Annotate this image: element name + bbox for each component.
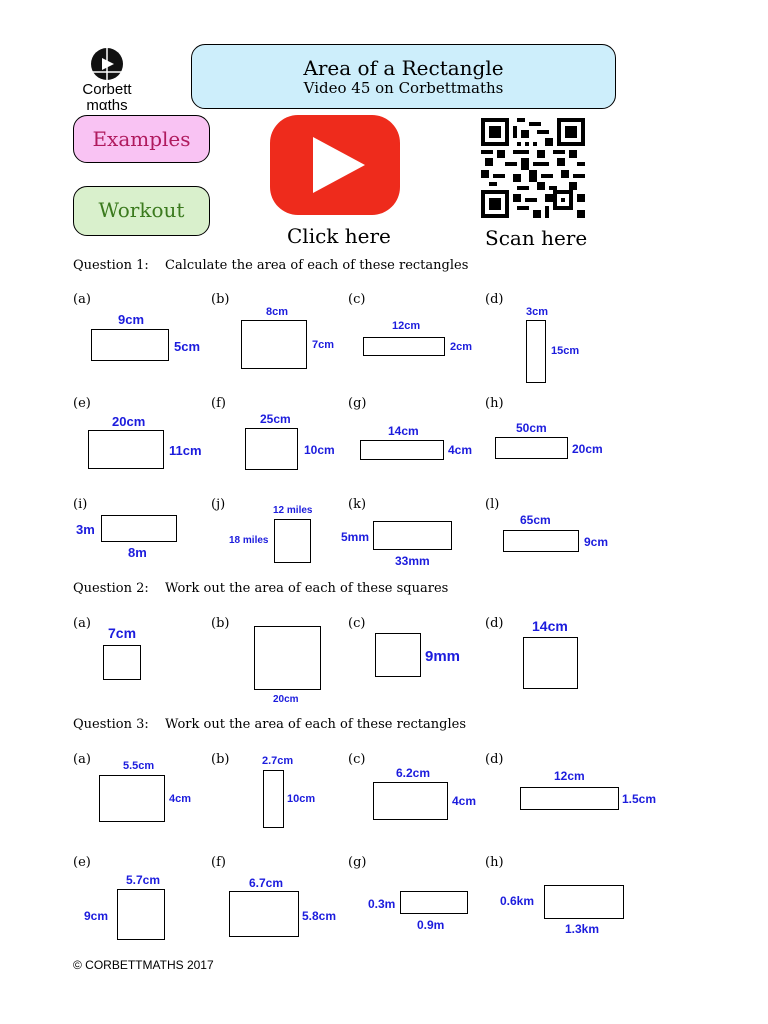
question-1-number: Question 1: (73, 258, 149, 273)
q2-item-label: (c) (348, 616, 366, 631)
q3g-rectangle (400, 891, 468, 914)
question-3-number: Question 3: (73, 717, 149, 732)
q1e-height: 11cm (169, 443, 202, 458)
q1j-height: 18 miles (229, 535, 269, 546)
logo-text-line2: mαths (86, 97, 128, 114)
q1-item-label: (b) (211, 292, 230, 307)
q1-item-label: (i) (73, 497, 88, 512)
q1l-height: 9cm (584, 535, 609, 549)
q2d-side: 14cm (532, 618, 568, 634)
page-subtitle: Video 45 on Corbettmaths (303, 79, 504, 97)
q3a-width: 5.5cm (123, 760, 155, 772)
youtube-play-button[interactable] (270, 115, 400, 215)
q3d-width: 12cm (554, 769, 585, 783)
q1-item-label: (c) (348, 292, 366, 307)
q1i-width: 8m (128, 545, 147, 560)
q1b-rectangle (241, 320, 307, 369)
q1d-width: 3cm (526, 306, 549, 318)
q3-item-label: (h) (485, 855, 504, 870)
play-icon (270, 115, 400, 215)
page-title: Area of a Rectangle (303, 56, 504, 80)
q3h-rectangle (544, 885, 624, 919)
question-2-number: Question 2: (73, 581, 149, 596)
q1h-rectangle (495, 437, 568, 459)
q1l-width: 65cm (520, 513, 551, 527)
q3c-height: 4cm (452, 794, 477, 808)
examples-button[interactable]: Examples (73, 115, 210, 163)
q3a-height: 4cm (169, 793, 192, 805)
q1h-height: 20cm (572, 442, 603, 456)
q3f-width: 6.7cm (249, 876, 284, 890)
question-1-instruction: Calculate the area of each of these rectangles (165, 258, 469, 273)
q1j-width: 12 miles (273, 505, 313, 516)
q3d-height: 1.5cm (622, 792, 657, 806)
q3f-rectangle (229, 891, 299, 937)
q1b-width: 8cm (266, 306, 289, 318)
q1c-width: 12cm (392, 320, 421, 332)
q3e-rectangle (117, 889, 165, 940)
q3-item-label: (f) (211, 855, 226, 870)
q2-item-label: (a) (73, 616, 91, 631)
q1d-rectangle (526, 320, 546, 383)
q3a-rectangle (99, 775, 165, 822)
q2b-square (254, 626, 321, 690)
q1f-rectangle (245, 428, 298, 470)
q1-item-label: (a) (73, 292, 91, 307)
q1k-rectangle (373, 521, 452, 550)
scan-here-label: Scan here (485, 226, 588, 250)
q1-item-label: (l) (485, 497, 500, 512)
q1d-height: 15cm (551, 345, 580, 357)
q2d-square (523, 637, 578, 689)
q1-item-label: (j) (211, 497, 226, 512)
workout-button[interactable]: Workout (73, 186, 210, 236)
q1i-rectangle (101, 515, 177, 542)
q1c-rectangle (363, 337, 445, 356)
q3h-height: 0.6km (500, 894, 535, 908)
q1a-height: 5cm (174, 339, 201, 354)
q2c-side: 9mm (425, 648, 461, 665)
q2b-side: 20cm (273, 694, 299, 705)
q3-item-label: (b) (211, 752, 230, 767)
title-box (191, 44, 616, 109)
q1f-height: 10cm (304, 443, 335, 457)
q3f-height: 5.8cm (302, 909, 337, 923)
q3e-height: 9cm (84, 909, 109, 923)
q1-item-label: (f) (211, 396, 226, 411)
q1e-width: 20cm (112, 414, 146, 429)
copyright-footer: © CORBETTMATHS 2017 (73, 958, 214, 972)
q1h-width: 50cm (516, 421, 547, 435)
q3-item-label: (d) (485, 752, 504, 767)
q1k-width: 33mm (395, 554, 430, 568)
q1g-width: 14cm (388, 424, 419, 438)
q3b-rectangle (263, 770, 284, 828)
question-2-instruction: Work out the area of each of these squares (165, 581, 449, 596)
q1k-height: 5mm (341, 530, 370, 544)
q1-item-label: (d) (485, 292, 504, 307)
logo-text-line1: Corbett (82, 81, 132, 98)
q3b-width: 2.7cm (262, 755, 294, 767)
q1-item-label: (g) (348, 396, 367, 411)
q1l-rectangle (503, 530, 579, 552)
q1j-rectangle (274, 519, 311, 563)
logo-icon (76, 46, 138, 82)
q1c-height: 2cm (450, 341, 473, 353)
q3h-width: 1.3km (565, 922, 600, 936)
q1g-height: 4cm (448, 443, 473, 457)
q3c-rectangle (373, 782, 448, 820)
q2-item-label: (d) (485, 616, 504, 631)
q2-item-label: (b) (211, 616, 230, 631)
q3-item-label: (g) (348, 855, 367, 870)
q3g-height: 0.3m (368, 897, 396, 911)
q3b-height: 10cm (287, 793, 316, 805)
q1-item-label: (e) (73, 396, 91, 411)
q1b-height: 7cm (312, 339, 335, 351)
q3-item-label: (e) (73, 855, 91, 870)
q3d-rectangle (520, 787, 619, 810)
q1a-width: 9cm (118, 312, 145, 327)
q1a-rectangle (91, 329, 169, 361)
q3g-width: 0.9m (417, 918, 445, 932)
question-3-instruction: Work out the area of each of these rectangles (165, 717, 466, 732)
corbettmaths-logo (76, 46, 138, 112)
q1i-height: 3m (76, 522, 95, 537)
q1e-rectangle (88, 430, 164, 469)
q1f-width: 25cm (260, 412, 291, 426)
qr-code-icon (481, 118, 585, 218)
qr-code[interactable] (481, 118, 585, 218)
q2c-square (375, 633, 421, 677)
q2a-side: 7cm (108, 625, 137, 641)
q3e-width: 5.7cm (126, 873, 161, 887)
q3c-width: 6.2cm (396, 766, 431, 780)
q2a-square (103, 645, 141, 680)
click-here-label[interactable]: Click here (287, 224, 391, 248)
q1-item-label: (h) (485, 396, 504, 411)
q3-item-label: (c) (348, 752, 366, 767)
q1g-rectangle (360, 440, 444, 460)
q3-item-label: (a) (73, 752, 91, 767)
q1-item-label: (k) (348, 497, 367, 512)
